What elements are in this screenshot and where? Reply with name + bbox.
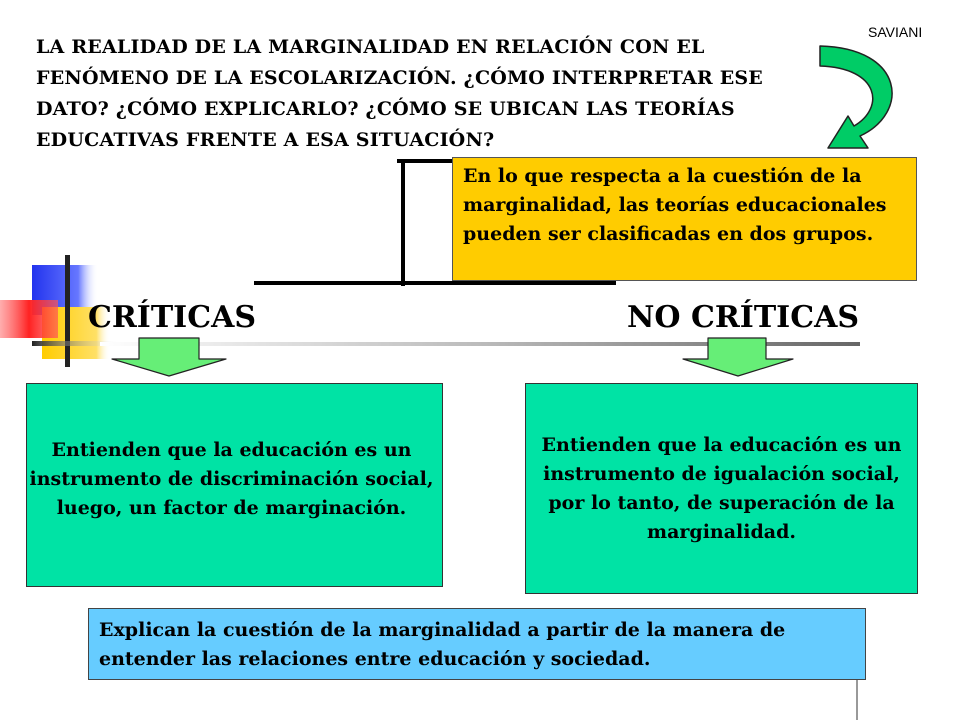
noncritics-heading: NO CRÍTICAS: [627, 300, 860, 335]
noncritics-text: Entienden que la educación es un instrumento de igualación social, por lo tanto, de superación de la marginalidad.: [541, 433, 902, 543]
deco-vertical-line: [65, 255, 70, 367]
noncritics-down-arrow-icon: [679, 336, 797, 380]
critics-box: [26, 383, 443, 587]
author-label: SAVIANI: [868, 24, 923, 40]
explanation-box: [88, 608, 866, 680]
edge-divider-line: [856, 680, 858, 720]
intro-text: En lo que respecta a la cuestión de la marginalidad, las teorías educacionales pueden ser clasificadas en dos grupos.: [463, 165, 887, 245]
explanation-text: Explican la cuestión de la marginalidad a partir de la manera de entender las relaciones entre educación y sociedad.: [99, 619, 786, 670]
bracket-base-line: [254, 281, 616, 285]
bracket-vertical-line: [401, 159, 405, 286]
intro-box: [452, 157, 917, 281]
deco-red-bar: [0, 300, 58, 338]
bracket-top-line: [397, 159, 457, 163]
critics-down-arrow-icon: [108, 336, 230, 380]
noncritics-box: [525, 383, 918, 594]
critics-heading: CRÍTICAS: [88, 300, 257, 335]
page-title: LA REALIDAD DE LA MARGINALIDAD EN RELACIÓN CON EL FENÓMENO DE LA ESCOLARIZACIÓN. ¿CÓMO INTERPRETAR ESE DATO? ¿CÓMO EXPLICARLO? ¿CÓMO SE UBICAN LAS TEORÍAS EDUCATIVAS FRENTE A ESA SITUACIÓN?: [36, 36, 763, 151]
critics-text: Entienden que la educación es un instrumento de discriminación social, luego, un factor de marginación.: [29, 438, 434, 519]
